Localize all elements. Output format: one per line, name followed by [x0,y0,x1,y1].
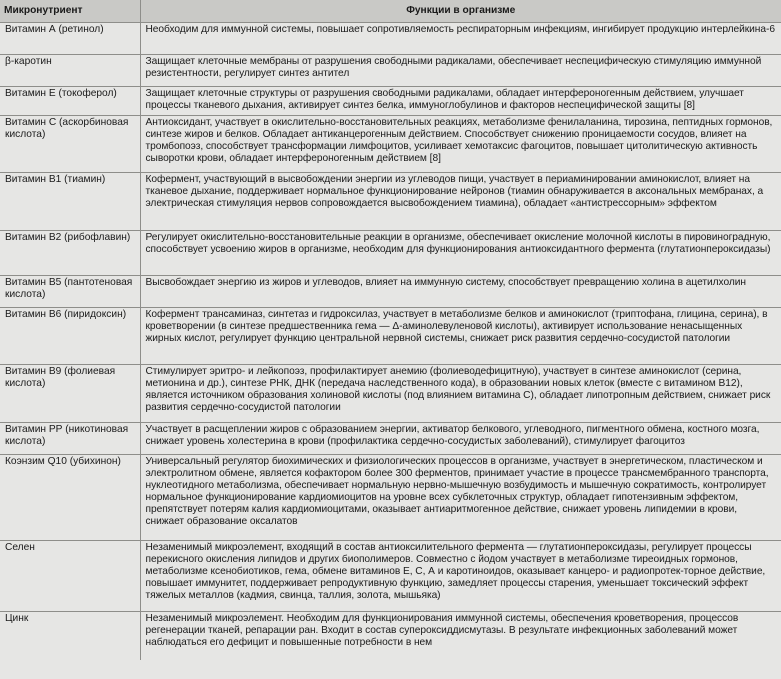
nutrient-name: Витамин B5 (пантотеновая кислота) [0,276,140,308]
nutrient-functions: Регулирует окислительно-восстановительные реакции в организме, обеспечивает окисление молочной кислоты в пировиноградную, способствует усвоению жиров в организме, необходим для функционирования антиоксидантного фермента (глутатионпероксидазы) [140,231,781,276]
table-row [0,541,781,612]
table-row [0,23,781,55]
nutrient-name: Цинк [0,612,140,660]
table-row [0,173,781,231]
table-row [0,55,781,87]
nutrient-functions: Стимулирует эритро- и лейкопоэз, профилактирует анемию (фолиеводефицитную), участвует в синтезе аминокислот (серина, метионина и др.), синтезе РНК, ДНК (передача наследственного кода), в образовании новых клеток (вместе с витамином B12), является источником образования холиновой кислоты (под влиянием витамина С), обладает липотропным действием, снижает риск развития сердечно-сосудистой патологии [140,365,781,423]
nutrient-functions: Высвобождает энергию из жиров и углеводов, влияет на иммунную систему, способствует превращению холина в ацетилхолин [140,276,781,308]
nutrient-functions: Антиоксидант, участвует в окислительно-восстановительных реакциях, метаболизме фенилаланина, тирозина, пептидных гормонов, синтезе жиров и белков. Обладает антиканцерогенным действием. Способствует снижению проницаемости сосудов, влияет на тромбопоэз, способствует трансформации лимфоцитов, усиливает хемотаксис фагоцитов, повышает цитолитическую активность сыворотки крови, обладает интерфероногенным действием [8] [140,116,781,173]
nutrient-functions: Защищает клеточные структуры от разрушения свободными радикалами, обладает интерфероногенным действием, улучшает процессы тканевого дыхания, активирует синтез белка, иммуноглобулинов и факторов неспецифической защиты [8] [140,87,781,116]
table-row [0,612,781,660]
nutrient-functions: Незаменимый микроэлемент, входящий в состав антиоксилительного фермента — глутатионпероксидазы, регулирует процессы перекисного окисления липидов и других биополимеров. Совместно с йодом участвует в метаболизме тиреоидных гормонов, метаболизме ксенобиотиков, гема, обмене витаминов Е, С, А и каротиноидов, оказывает канцеро- и радиопротек-торное действие, повышает иммунитет, поддерживает репродуктивную функцию, замедляет процессы старения, уменьшает токсический эффект тяжелых металлов (кадмия, свинца, таллия, золота, мышьяка) [140,541,781,612]
nutrient-name: Витамин С (аскорбиновая кислота) [0,116,140,173]
table-row [0,87,781,116]
nutrient-functions: Универсальный регулятор биохимических и физиологических процессов в организме, участвует в энергетическом, пластическом и электролитном обмене, является кофактором более 300 ферментов, принимает участие в процессе трансмембранного транспорта, нуклеотидного метаболизма, обеспечивает нормальную нервно-мышечную возбудимость и мышечную сократимость, контролирует нормальное функционирование кардиомиоцитов на уровне всех субклеточных структур, обладает гипотензивным эффектом, препятствует потерям калия кардиомиоцитами, оказывает антиаритмогенное действие, снижает уровень липидемии в крови, снижает образование оксалатов [140,455,781,541]
nutrient-functions: Участвует в расщеплении жиров с образованием энергии, активатор белкового, углеводного, пигментного обмена, костного мозга, снижает уровень холестерина в крови (профилактика сердечно-сосудистых заболеваний), стимулирует фагоцитоз [140,423,781,455]
table-row [0,365,781,423]
nutrient-name: Витамин РР (никотиновая кислота) [0,423,140,455]
table-row [0,423,781,455]
table-row [0,276,781,308]
nutrient-functions: Защищает клеточные мембраны от разрушения свободными радикалами, обеспечивает неспецифическую стимуляцию иммунной резистентности, регулирует синтез антител [140,55,781,87]
nutrient-name: Селен [0,541,140,612]
nutrient-name: Витамин B9 (фолиевая кислота) [0,365,140,423]
table-row [0,455,781,541]
header-micronutrient: Микронутриент [0,0,140,23]
nutrient-name: Витамин B2 (рибофлавин) [0,231,140,276]
nutrient-name: Коэнзим Q10 (убихинон) [0,455,140,541]
header-functions: Функции в организме [140,0,781,23]
table-row [0,308,781,365]
table-header-row [0,0,781,23]
table-row [0,231,781,276]
nutrient-name: β-каротин [0,55,140,87]
nutrient-functions: Кофермент трансаминаз, синтетаз и гидроксилаз, участвует в метаболизме белков и аминокислот (триптофана, глицина, серина), в кроветворении (в синтезе предшественника гема — Δ-аминолевуленовой кислоты), активирует использование ненасыщенных жирных кислот, регулирует функцию центральной нервной системы, снижает риск развития сердечно-сосудистой патологии [140,308,781,365]
nutrient-name: Витамин B1 (тиамин) [0,173,140,231]
nutrient-name: Витамин Е (токоферол) [0,87,140,116]
nutrient-name: Витамин B6 (пиридоксин) [0,308,140,365]
nutrient-name: Витамин А (ретинол) [0,23,140,55]
nutrient-functions: Необходим для иммунной системы, повышает сопротивляемость респираторным инфекциям, ингибирует продукцию интерлейкина-6 [140,23,781,55]
nutrient-functions: Незаменимый микроэлемент. Необходим для функционирования иммунной системы, обеспечения кроветворения, процессов регенерации тканей, репарации ран. Входит в состав супероксиддисмутазы. В результате инфекционных заболеваний может наблюдаться его дефицит и повышенные потребности в нем [140,612,781,660]
table-row [0,116,781,173]
nutrient-functions: Кофермент, участвующий в высвобождении энергии из углеводов пищи, участвует в периаминировании аминокислот, влияет на тканевое дыхание, поддерживает нормальное функционирование нейронов (тиамин обнаруживается в аксональных мембранах, а электрическая стимуляция нервов сопровождается высвобождением тиамина), обладает «антистрессорным» эффектом [140,173,781,231]
